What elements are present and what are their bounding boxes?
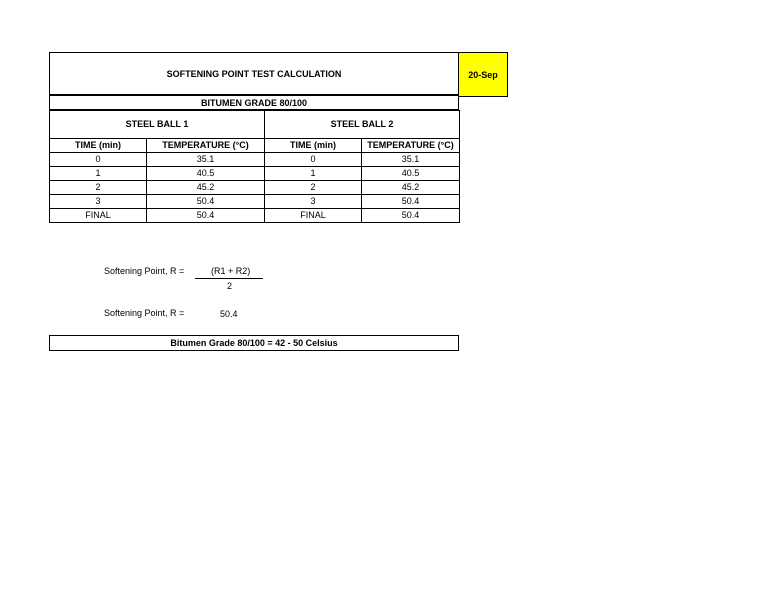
result-value: 50.4 xyxy=(220,309,238,319)
grade-range-text: Bitumen Grade 80/100 = 42 - 50 Celsius xyxy=(170,338,338,348)
time-cell: 2 xyxy=(265,181,362,195)
date-text: 20-Sep xyxy=(468,69,498,80)
table-row xyxy=(50,195,460,209)
steel-ball-1-header: STEEL BALL 1 xyxy=(50,111,265,139)
temp-cell: 45.2 xyxy=(362,181,460,195)
result-label: Softening Point, R = xyxy=(104,308,185,318)
time-cell: 0 xyxy=(265,153,362,167)
table-row xyxy=(50,153,460,167)
temp-cell: 35.1 xyxy=(147,153,265,167)
temp-cell: 45.2 xyxy=(147,181,265,195)
time-cell: 1 xyxy=(50,167,147,181)
time-cell: 3 xyxy=(50,195,147,209)
table-row xyxy=(50,209,460,223)
test-data-table xyxy=(49,110,460,223)
temp-header-1: TEMPERATURE (°C) xyxy=(147,139,265,153)
steel-ball-2-header: STEEL BALL 2 xyxy=(265,111,460,139)
temp-header-2: TEMPERATURE (°C) xyxy=(362,139,460,153)
temp-cell: 50.4 xyxy=(147,209,265,223)
formula-denominator: 2 xyxy=(227,281,233,291)
time-cell: FINAL xyxy=(50,209,147,223)
temp-cell: 40.5 xyxy=(362,167,460,181)
temp-cell: 35.1 xyxy=(362,153,460,167)
grade-range-footer xyxy=(49,335,459,351)
sheet-title-text: SOFTENING POINT TEST CALCULATION xyxy=(166,68,342,79)
formula-label: Softening Point, R = xyxy=(104,266,185,276)
temp-cell: 40.5 xyxy=(147,167,265,181)
fraction-line xyxy=(195,278,263,279)
temp-cell: 50.4 xyxy=(147,195,265,209)
temp-cell: 50.4 xyxy=(362,195,460,209)
table-row xyxy=(50,181,460,195)
grade-header xyxy=(49,95,459,110)
time-cell: FINAL xyxy=(265,209,362,223)
time-cell: 2 xyxy=(50,181,147,195)
column-header-row xyxy=(50,139,460,153)
time-cell: 1 xyxy=(265,167,362,181)
sheet-title xyxy=(49,52,459,95)
ball-header-row xyxy=(50,111,460,139)
time-header-1: TIME (min) xyxy=(50,139,147,153)
grade-header-text: BITUMEN GRADE 80/100 xyxy=(200,97,308,108)
temp-cell: 50.4 xyxy=(362,209,460,223)
time-cell: 3 xyxy=(265,195,362,209)
formula-numerator: (R1 + R2) xyxy=(211,266,251,276)
time-header-2: TIME (min) xyxy=(265,139,362,153)
date-cell xyxy=(458,52,508,97)
table-row xyxy=(50,167,460,181)
time-cell: 0 xyxy=(50,153,147,167)
